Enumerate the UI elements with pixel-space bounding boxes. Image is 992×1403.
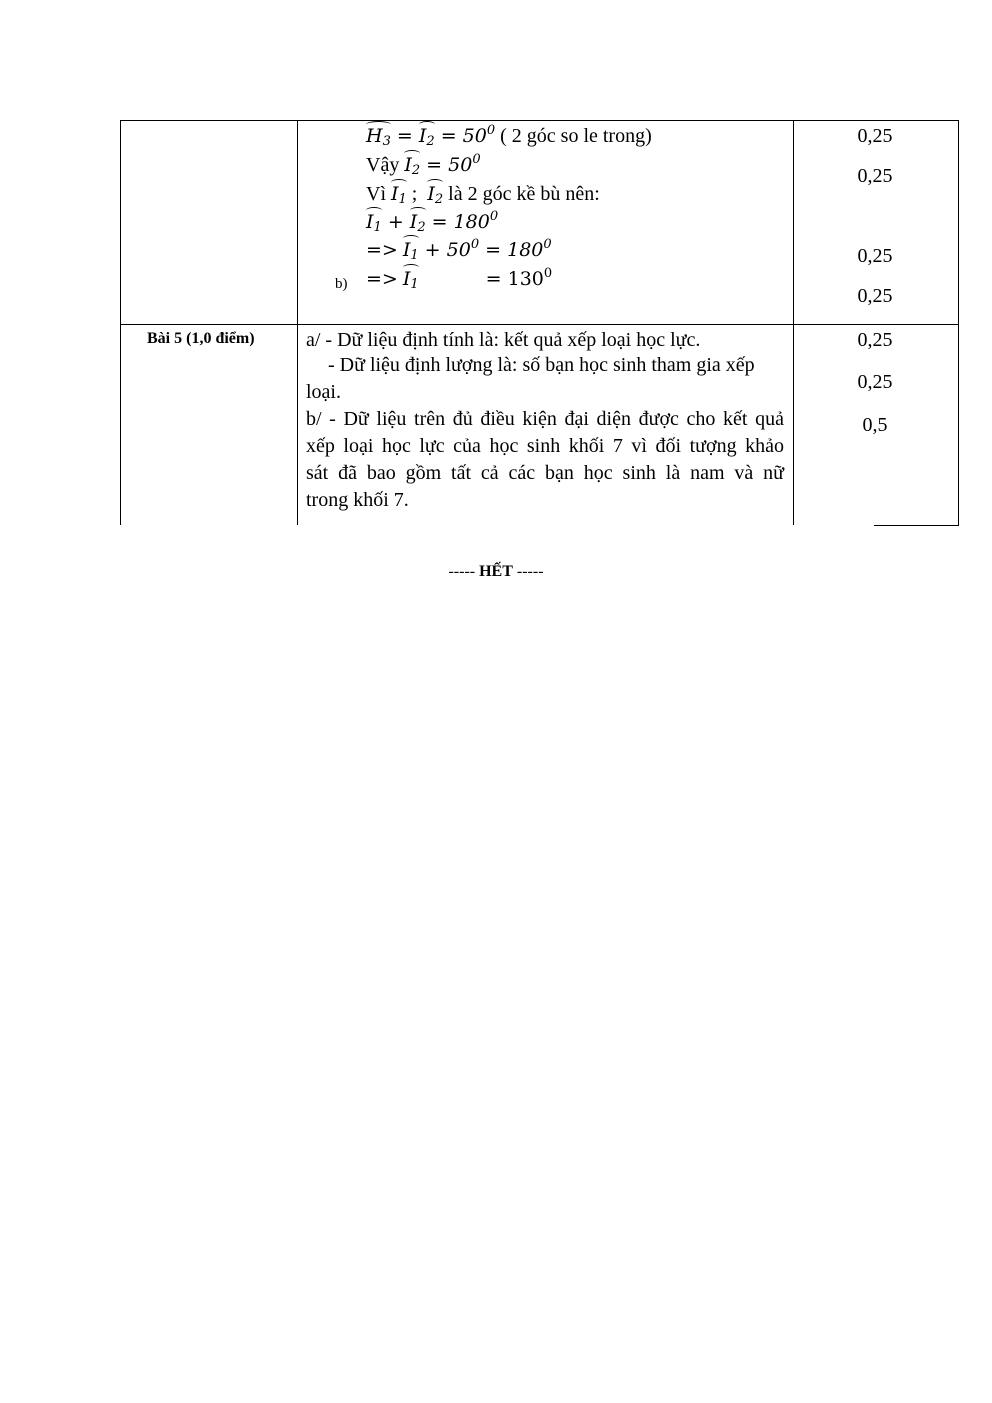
equation-line-6: => $I_1 = 130^0$ [366,267,552,297]
angle-i2: $I_2$ [404,153,420,183]
equation-suffix: là 2 góc kề bù nên: [448,183,600,205]
angle-i1: $I_1$ [366,210,382,240]
angle-i2: $I_2$ [419,124,435,154]
equation-comment: ( 2 góc so le trong) [500,125,652,147]
table-col-divider-2 [793,120,794,525]
angle-i1: $I_1$ [391,182,407,212]
score-cell: 0,25 [857,329,893,351]
answer-line: loại. [306,381,341,403]
score-cell: 0,5 [862,414,888,436]
end-dashes-right: ----- [516,563,544,580]
implies-arrow: => [366,239,398,261]
angle-i2: $I_2$ [410,210,426,240]
equation-separator: ; [411,183,418,205]
equation-prefix-vay: Vậy [366,154,400,176]
table-bottom-border [874,525,959,526]
equation-line-3 [366,182,600,212]
score-cell: 0,25 [857,285,893,307]
answer-line: trong khối 7. [306,489,409,511]
score-cell: 0,25 [857,165,893,187]
answer-line: - Dữ liệu định lượng là: số bạn học sinh tham gia xếp [328,354,755,376]
answer-line: b/ - Dữ liệu trên đủ điều kiện đại diện được cho kết quả [306,408,784,430]
answer-paragraph-b [306,406,784,514]
score-cell: 0,25 [857,125,893,147]
question-label: Bài 5 (1,0 điểm) [147,330,255,347]
equation-line-2: Vậy $I_2 = 50^0$ [366,153,481,183]
angle-i1: $I_1$ [403,267,419,297]
end-title: HẾT [479,563,513,580]
table-top-border [120,120,959,121]
angle-i1: $I_1$ [403,238,419,268]
table-row-divider [120,324,959,325]
answer-line: a/ - Dữ liệu định tính là: kết quả xếp loại học lực. [306,329,701,351]
table-right-border [958,120,959,526]
equation-line-5: => $I_1 + 50^0 = 180^0$ [366,238,552,268]
table-col-divider-1 [297,120,298,525]
score-cell: 0,25 [857,245,893,267]
end-dashes-left: ----- [448,563,476,580]
equation-line-1: $H_3 = I_2 = 50^0$ ( 2 góc so le trong) [366,124,652,154]
angle-i2: $I_2$ [427,182,443,212]
equation-line-4: $I_1 + I_2 = 180^0$ [366,210,498,240]
implies-arrow: => [366,268,398,290]
score-cell: 0,25 [857,371,893,393]
label-b: b) [335,276,348,292]
answer-line: sát đã bao gồm tất cả các bạn học sinh là nam và nữ [306,462,784,484]
end-marker [0,563,992,581]
table-left-border [120,120,121,525]
answer-line: xếp loại học lực của học sinh khối 7 vì đối tượng khảo [306,435,784,457]
equation-prefix-vi: Vì [366,183,386,205]
angle-h3: $H_3$ [366,124,391,154]
